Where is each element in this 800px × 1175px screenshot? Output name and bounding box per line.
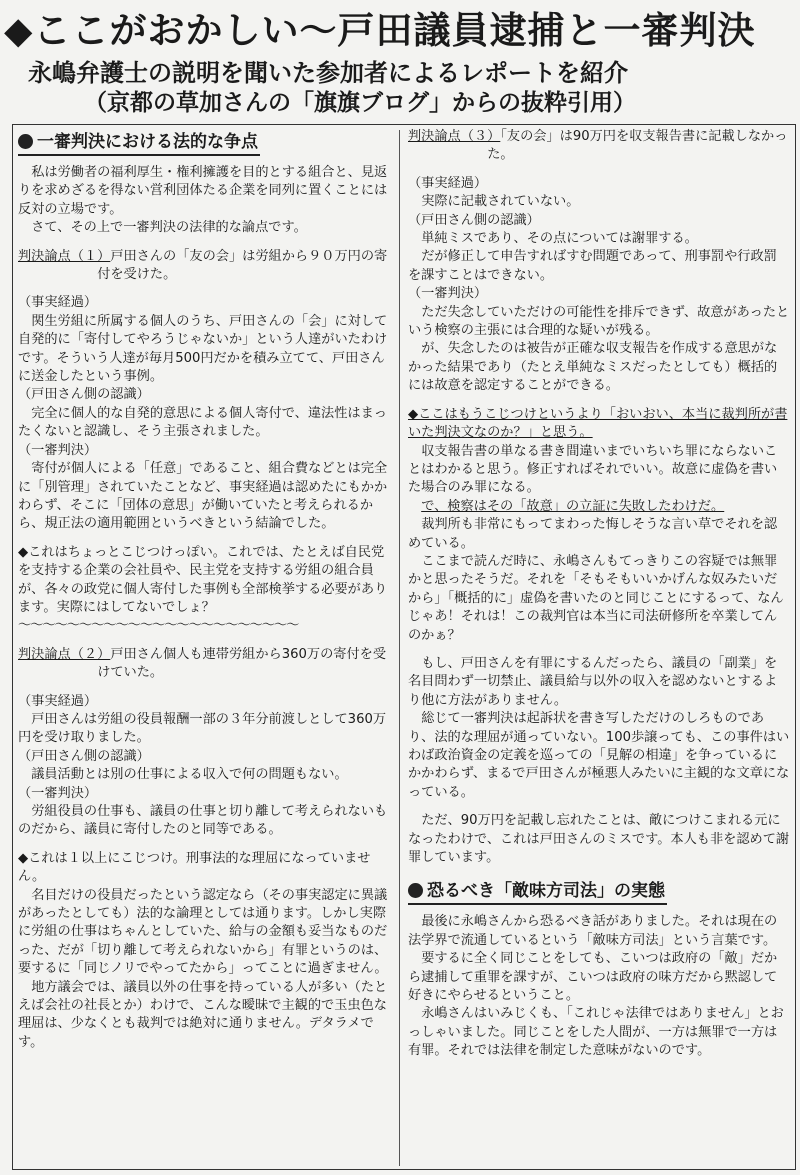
comment-paragraph: ◆これはちょっとこじつけっぽい。これでは、たとえば自民党を支持する企業の会社員や、民主党を支持する労組の組合員が、各々の政党に個人寄付した事例も全部検挙する必要があります。実際にはしてないでしょ？ xyxy=(18,544,388,615)
defense-label: （戸田さん側の認識） xyxy=(408,212,540,228)
conclusion-paragraph: もし、戸田さんを有罪にするんだったら、議員の「副業」を名目問わず一切禁止、議員給与以外の収入を認めないとするより他に方法がありません。 xyxy=(408,655,778,708)
facts-text: 関生労組に所属する個人のうち、戸田さんの「会」に対して自発的に「寄付してやろうじゃないか」という人達がいたわけです。そういう人達が毎月500円だかを積み立てて、戸田さんに送金したという事例。 xyxy=(18,313,388,385)
section-heading-text: 恐るべき「敵味方司法」の実態 xyxy=(427,881,665,902)
point-label: 判決論点（１） xyxy=(18,248,111,264)
point-text: 戸田さん個人も連帯労組から360万の寄付を受けていた。 xyxy=(97,646,387,681)
final-paragraph: 最後に永嶋さんから恐るべき話がありました。それは現在の法学界で流通しているという「敵味方司法」という言葉です。 xyxy=(408,914,778,948)
defense-text: 議員活動とは別の仕事による収入で何の問題もない。 xyxy=(31,767,348,783)
right-column xyxy=(408,128,790,1168)
subtitle-source: （京都の草加さんの「旗旗ブログ」からの抜粋引用） xyxy=(84,90,636,116)
page-title: ◆ここがおかしい〜戸田議員逮捕と一審判決 xyxy=(4,9,756,52)
point-label: 判決論点（３） xyxy=(408,129,501,144)
defense-text: だが修正して申告すればすむ問題であって、刑事罰や行政罰を課すことはできない。 xyxy=(408,249,777,283)
ruling-text: が、失念したのは被告が正確な収支報告を作成する意思がなかった結果であり（たとえ単純なミスだったとしても）概括的には故意を認定することができる。 xyxy=(408,341,778,394)
facts-label: （事実経過） xyxy=(408,175,488,191)
facts-text: 戸田さんは労組の役員報酬一部の３年分前渡しとして360万円を受け取りました。 xyxy=(18,711,387,746)
column-divider xyxy=(399,130,400,1166)
conclusion-paragraph: 総じて一審判決は起訴状を書き写しただけのしろものであり、法的な理屈が通っていない。100歩譲っても、この事件はいわば政治資金の定義を巡っての「見解の相違」を争っているにかかわらず、まるで戸田さんが極悪人みたいに主観的な文章になっている。 xyxy=(408,711,790,800)
comment-heading: ◆ここはもうこじつけというより「おいおい、本当に裁判所が書いた判決文なのか？」と思う。 xyxy=(408,406,788,441)
defense-label: （戸田さん側の認識） xyxy=(18,748,150,764)
final-paragraph: 永嶋さんはいみじくも、「これじゃ法律ではありません」とおっしゃいました。同じことをした人間が、一方は無罪で一方は有罪。それでは法律を制定した意味がないのです。 xyxy=(408,1006,784,1059)
point-text: 「友の会」は90万円を収支報告書に記載しなかった。 xyxy=(487,129,788,163)
section-heading-text: 一審判決における法的な争点 xyxy=(37,132,258,152)
subtitle-report: 永嶋弁護士の説明を聞いた参加者によるレポートを紹介 xyxy=(28,59,628,87)
comment-paragraph: 地方議会では、議員以外の仕事を持っている人が多い（たとえば会社の社長とか）わけで、こんな曖昧で主観的で玉虫色な理屈は、少なくとも裁判では絶対に通りません。デタラメです。 xyxy=(18,979,388,1050)
ruling-label: （一審判決） xyxy=(408,286,488,302)
ruling-label: （一審判決） xyxy=(18,442,98,458)
facts-label: （事実経過） xyxy=(18,693,98,709)
left-column xyxy=(18,128,390,1168)
ruling-text: ただ失念していただけの可能性を排斥できず、故意があったという検察の主張には合理的な疑いが残る。 xyxy=(408,304,790,339)
bullet-circle-icon xyxy=(408,883,423,898)
comment-paragraph: ここまで読んだ時に、永嶋さんもてっきりこの容疑では無罪かと思ったそうだ。それを「そもそもいいかげんな奴みたいだから」「概括的に」虚偽を書いたのと同じことにするって、なんじゃあ！それは！この裁判官は本当に司法研修所を卒業してんのかぁ？ xyxy=(408,553,784,643)
defense-text: 完全に個人的な自発的意思による個人寄付で、違法性はまったくないと認識し、そう主張されました。 xyxy=(18,405,387,440)
facts-text: 実際に記載されていない。 xyxy=(421,194,580,210)
section-heading-enemy-ally-justice xyxy=(408,879,667,905)
comment-emphasis: で、検察はその「故意」の立証に失敗したわけだ。 xyxy=(421,498,725,514)
ruling-point-2 xyxy=(18,646,390,683)
comment-paragraph: ◆これは１以上にこじつけ。刑事法的な理屈になっていません。 xyxy=(18,850,371,885)
comment-paragraph: 裁判所も非常にもってまわった悔しそうな言い草でそれを認めている。 xyxy=(408,517,778,551)
bullet-circle-icon xyxy=(18,134,33,149)
final-paragraph: 要するに全く同じことをしても、こいつは政府の「敵」だから逮捕して重罪を課すが、こいつは政府の味方だから黙認して好きにやらせるということ。 xyxy=(408,951,778,1004)
comment-paragraph: 収支報告書の単なる書き間違いまでいちいち罪にならないことはわかると思う。修正すればそれでいい。故意に虚偽を書いた場合のみ罪になる。 xyxy=(408,443,778,496)
intro-paragraph: さて、その上で一審判決の法律的な論点です。 xyxy=(31,220,307,236)
ruling-text: 寄付が個人による「任意」であること、組合費などとは完全に「別管理」されていたことなど、事実経過は認めたにもかかわらず、そこに「団体の意思」が働いていたと考えられるから、規正法の適用範囲というべきという結論でした。 xyxy=(18,461,388,532)
facts-label: （事実経過） xyxy=(18,295,98,311)
ruling-point-1 xyxy=(18,248,390,285)
ruling-point-3 xyxy=(408,128,790,165)
ruling-label: （一審判決） xyxy=(18,785,98,801)
point-label: 判決論点（２） xyxy=(18,646,111,662)
section-heading-legal-issues xyxy=(18,130,260,156)
comment-paragraph: 名目だけの役員だったという認定なら（その事実認定に異議があったとしても）法的な論理としては通ります。しかし実際に労組の仕事はちゃんとしていた、給与の金額も妥当なものだった、だが「切り離して考えられないから」有罪というのは、要するに「同じノリでやってたから」ってことに過ぎません。 xyxy=(18,887,388,977)
conclusion-paragraph: ただ、90万円を記載し忘れたことは、敵につけこまれる元になったわけで、これは戸田さんのミスです。本人も非を認めて謝罪しています。 xyxy=(408,813,790,866)
ruling-text: 労組役員の仕事も、議員の仕事と切り離して考えられないものだから、議員に寄付したのと同等である。 xyxy=(18,804,388,838)
intro-paragraph: 私は労働者の福利厚生・権利擁護を目的とする組合と、見返りを求めざるを得ない営利団体たる企業を同列に置くことには反対の立場です。 xyxy=(18,165,388,217)
defense-text: 単純ミスであり、その点については謝罪する。 xyxy=(421,231,698,247)
defense-label: （戸田さん側の認識） xyxy=(18,387,150,403)
point-text: 戸田さんの「友の会」は労組から９０万円の寄付を受けた。 xyxy=(97,248,388,283)
wavy-divider: 〜〜〜〜〜〜〜〜〜〜〜〜〜〜〜〜〜〜〜〜〜〜〜 xyxy=(18,618,299,634)
